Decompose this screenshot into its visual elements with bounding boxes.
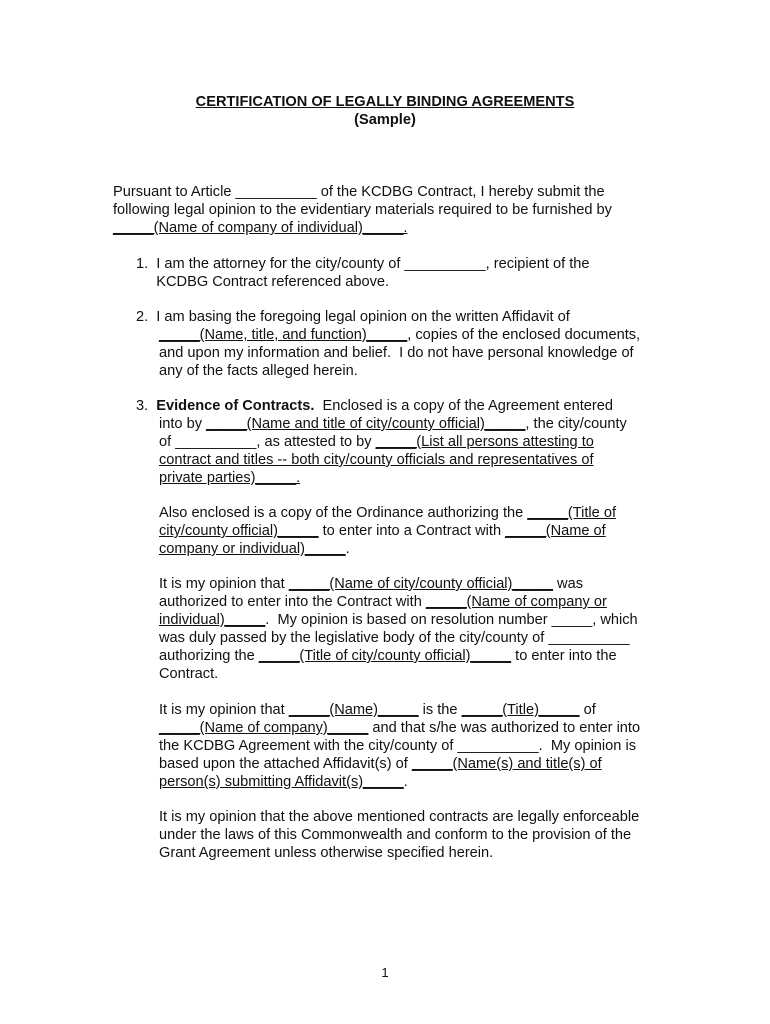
- text-run: 2. I am basing the foregoing legal opinion on the written Affidavit of: [136, 309, 570, 325]
- text-run: .: [403, 774, 408, 790]
- text-line: [159, 504, 616, 522]
- text-line: [113, 183, 605, 201]
- text-run: and that s/he was authorized to enter into: [368, 720, 641, 736]
- text-line: [159, 326, 640, 344]
- page-number: 1: [381, 965, 389, 980]
- text-run: based upon the attached Affidavit(s) of: [159, 756, 412, 772]
- text-run: the KCDBG Agreement with the city/county of __________. My opinion is: [159, 738, 636, 754]
- fill-in-blank: _____(Name(s) and title(s) of: [411, 756, 602, 772]
- text-run: any of the facts alleged herein.: [159, 363, 358, 379]
- text-line: [113, 219, 408, 237]
- fill-in-blank: _____(Name of city/county official)_____: [288, 576, 553, 592]
- text-line: [159, 665, 218, 683]
- text-run: Grant Agreement unless otherwise specified herein.: [159, 845, 494, 861]
- text-line: [159, 611, 638, 629]
- fill-in-blank: _____(Name of company of individual)_____.: [113, 220, 408, 236]
- fill-in-blank: city/county official)_____: [159, 523, 319, 539]
- fill-in-blank: _____(Name, title, and function)_____: [159, 327, 408, 343]
- text-run: to enter into the: [511, 648, 617, 664]
- text-line: [159, 575, 583, 593]
- text-line: [159, 469, 300, 487]
- text-run: It is my opinion that: [159, 576, 289, 592]
- fill-in-blank: person(s) submitting Affidavit(s)_____: [159, 774, 404, 790]
- text-line: [159, 755, 602, 773]
- text-run: , the city/county: [525, 416, 627, 432]
- text-line: [159, 719, 640, 737]
- text-line: [113, 201, 612, 219]
- fill-in-blank: _____(Title)_____: [461, 702, 580, 718]
- text-run: Contract.: [159, 666, 219, 682]
- fill-in-blank: _____(Name of: [505, 523, 606, 539]
- text-line: [159, 629, 630, 647]
- fill-in-blank: contract and titles -- both city/county officials and representatives of: [159, 452, 594, 468]
- text-line: [159, 593, 607, 611]
- text-line: [136, 397, 613, 415]
- text-run: was duly passed by the legislative body of the city/county of __________: [159, 630, 630, 646]
- text-run: and upon my information and belief. I do not have personal knowledge of: [159, 345, 634, 361]
- text-run: , copies of the enclosed documents,: [407, 327, 641, 343]
- text-line: [159, 773, 408, 791]
- fill-in-blank: _____(List all persons attesting to: [375, 434, 594, 450]
- fill-in-blank: _____(Name)_____: [288, 702, 419, 718]
- text-line: [136, 273, 389, 291]
- text-run: Also enclosed is a copy of the Ordinance authorizing the: [159, 505, 528, 521]
- text-line: [159, 647, 617, 665]
- text-run: under the laws of this Commonwealth and conform to the provision of the: [159, 827, 632, 843]
- document-subtitle: (Sample): [354, 112, 416, 128]
- text-line: [159, 433, 594, 451]
- text-run: was: [553, 576, 584, 592]
- text-run: authorized to enter into the Contract with: [159, 594, 426, 610]
- text-line: [159, 415, 627, 433]
- text-run: to enter into a Contract with: [318, 523, 506, 539]
- text-run: Enclosed is a copy of the Agreement entered: [314, 398, 613, 414]
- bold-heading: Evidence of Contracts.: [156, 398, 315, 414]
- fill-in-blank: individual)_____: [159, 612, 266, 628]
- text-line: [159, 826, 631, 844]
- text-run: KCDBG Contract referenced above.: [136, 274, 390, 290]
- text-run: Pursuant to Article __________ of the KCDBG Contract, I hereby submit the: [113, 184, 605, 200]
- fill-in-blank: company or individual)_____: [159, 541, 346, 557]
- fill-in-blank: _____(Title of city/county official)_____: [258, 648, 512, 664]
- text-run: 3.: [136, 398, 157, 414]
- text-line: [136, 255, 590, 273]
- text-line: [136, 308, 570, 326]
- text-run: . My opinion is based on resolution number _____, which: [265, 612, 638, 628]
- text-line: [159, 522, 606, 540]
- fill-in-blank: _____(Name of company or: [425, 594, 607, 610]
- text-run: following legal opinion to the evidentiary materials required to be furnished by: [113, 202, 612, 218]
- text-line: [159, 451, 594, 469]
- text-run: of __________, as attested to by: [159, 434, 376, 450]
- text-line: [159, 362, 358, 380]
- text-line: [159, 701, 596, 719]
- text-line: [159, 844, 493, 862]
- fill-in-blank: private parties)_____.: [159, 470, 301, 486]
- fill-in-blank: _____(Title of: [527, 505, 617, 521]
- text-run: is the: [418, 702, 462, 718]
- text-line: [159, 540, 350, 558]
- text-line: [159, 737, 636, 755]
- text-run: of: [579, 702, 596, 718]
- fill-in-blank: _____(Name and title of city/county official)_____: [206, 416, 526, 432]
- text-line: [159, 344, 634, 362]
- text-run: 1. I am the attorney for the city/county of __________, recipient of the: [136, 256, 590, 272]
- text-run: authorizing the: [159, 648, 259, 664]
- document-title: CERTIFICATION OF LEGALLY BINDING AGREEMENTS: [195, 94, 575, 110]
- text-line: [159, 808, 639, 826]
- text-run: It is my opinion that: [159, 702, 289, 718]
- text-run: It is my opinion that the above mentioned contracts are legally enforceable: [159, 809, 640, 825]
- fill-in-blank: _____(Name of company)_____: [159, 720, 369, 736]
- text-run: into by: [159, 416, 207, 432]
- text-run: .: [345, 541, 350, 557]
